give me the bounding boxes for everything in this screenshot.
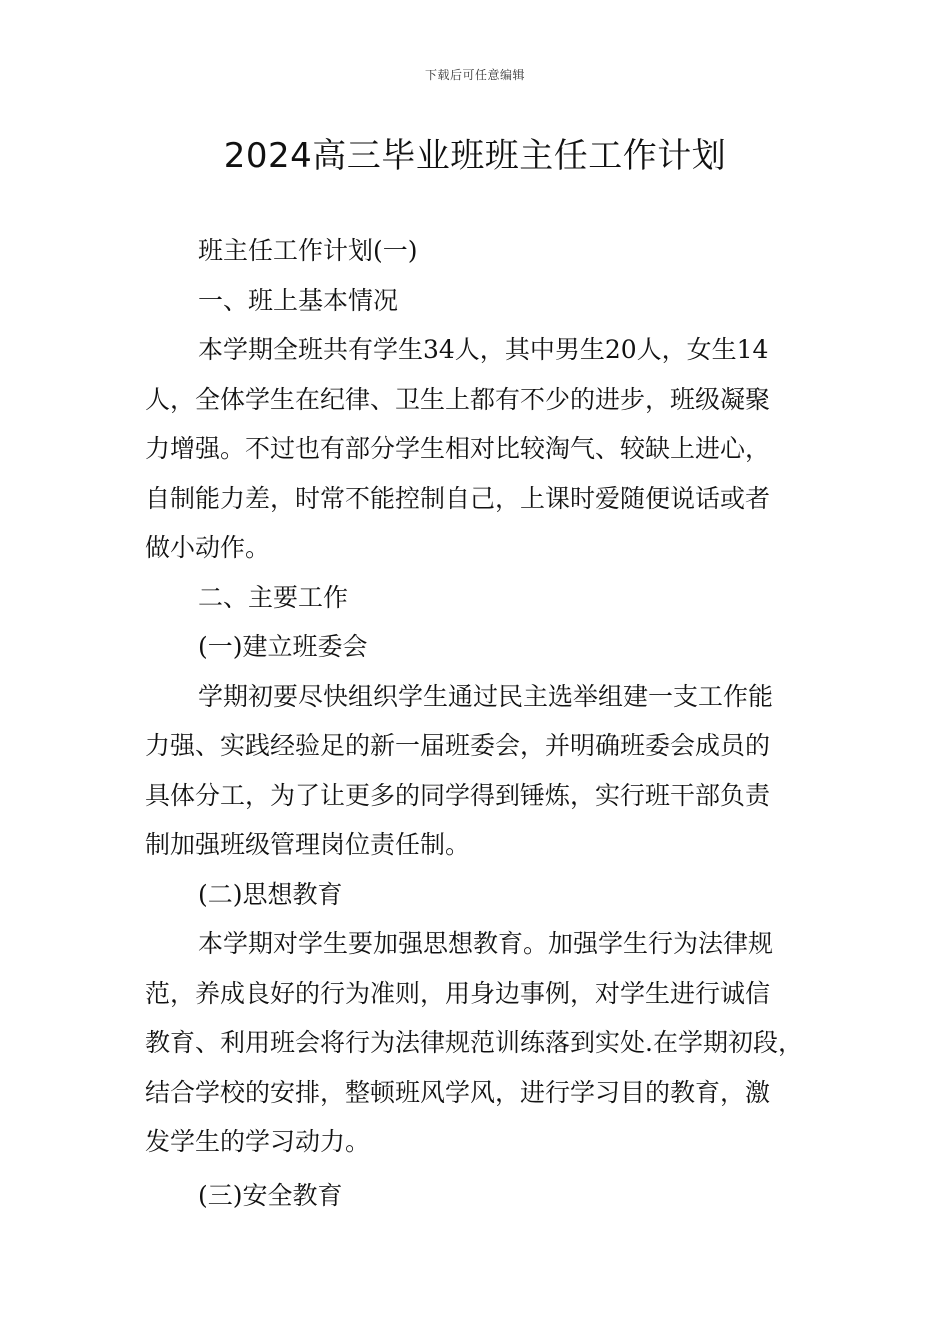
body-line: 本学期全班共有学生34人，其中男生20人，女生14 [198, 335, 769, 364]
body-line: 本学期对学生要加强思想教育。加强学生行为法律规 [198, 929, 774, 958]
body-line: 一、班上基本情况 [198, 285, 399, 315]
body-line: 发学生的学习动力。 [145, 1127, 371, 1156]
body-line: 班主任工作计划(一) [198, 236, 418, 265]
body-line: 人，全体学生在纪律、卫生上都有不少的进步，班级凝聚 [145, 384, 771, 414]
body-line: (二)思想教育 [198, 879, 343, 909]
header-note: 下载后可任意编辑 [424, 68, 525, 82]
body-line: 结合学校的安排，整顿班风学风，进行学习目的教育，激 [145, 1077, 771, 1107]
body-line: 具体分工，为了让更多的同学得到锤炼，实行班干部负责 [145, 780, 771, 810]
body-line: 二、主要工作 [198, 582, 349, 612]
document-title: 2024高三毕业班班主任工作计划 [223, 136, 727, 176]
body-line: 范，养成良好的行为准则，用身边事例，对学生进行诚信 [145, 978, 771, 1008]
body-line: 制加强班级管理岗位责任制。 [145, 830, 471, 859]
body-line: 做小动作。 [145, 533, 271, 562]
body-line: 教育、利用班会将行为法律规范训练落到实处.在学期初段， [145, 1028, 803, 1057]
body-line: 学期初要尽快组织学生通过民主选举组建一支工作能 [198, 681, 774, 711]
body-line: 力强、实践经验足的新一届班委会，并明确班委会成员的 [145, 731, 771, 760]
document-body [145, 226, 825, 1220]
body-line: (一)建立班委会 [198, 632, 368, 661]
body-line: (三)安全教育 [198, 1180, 343, 1210]
body-line: 力增强。不过也有部分学生相对比较淘气、较缺上进心， [145, 434, 771, 463]
body-line: 自制能力差，时常不能控制自己，上课时爱随便说话或者 [145, 483, 771, 513]
